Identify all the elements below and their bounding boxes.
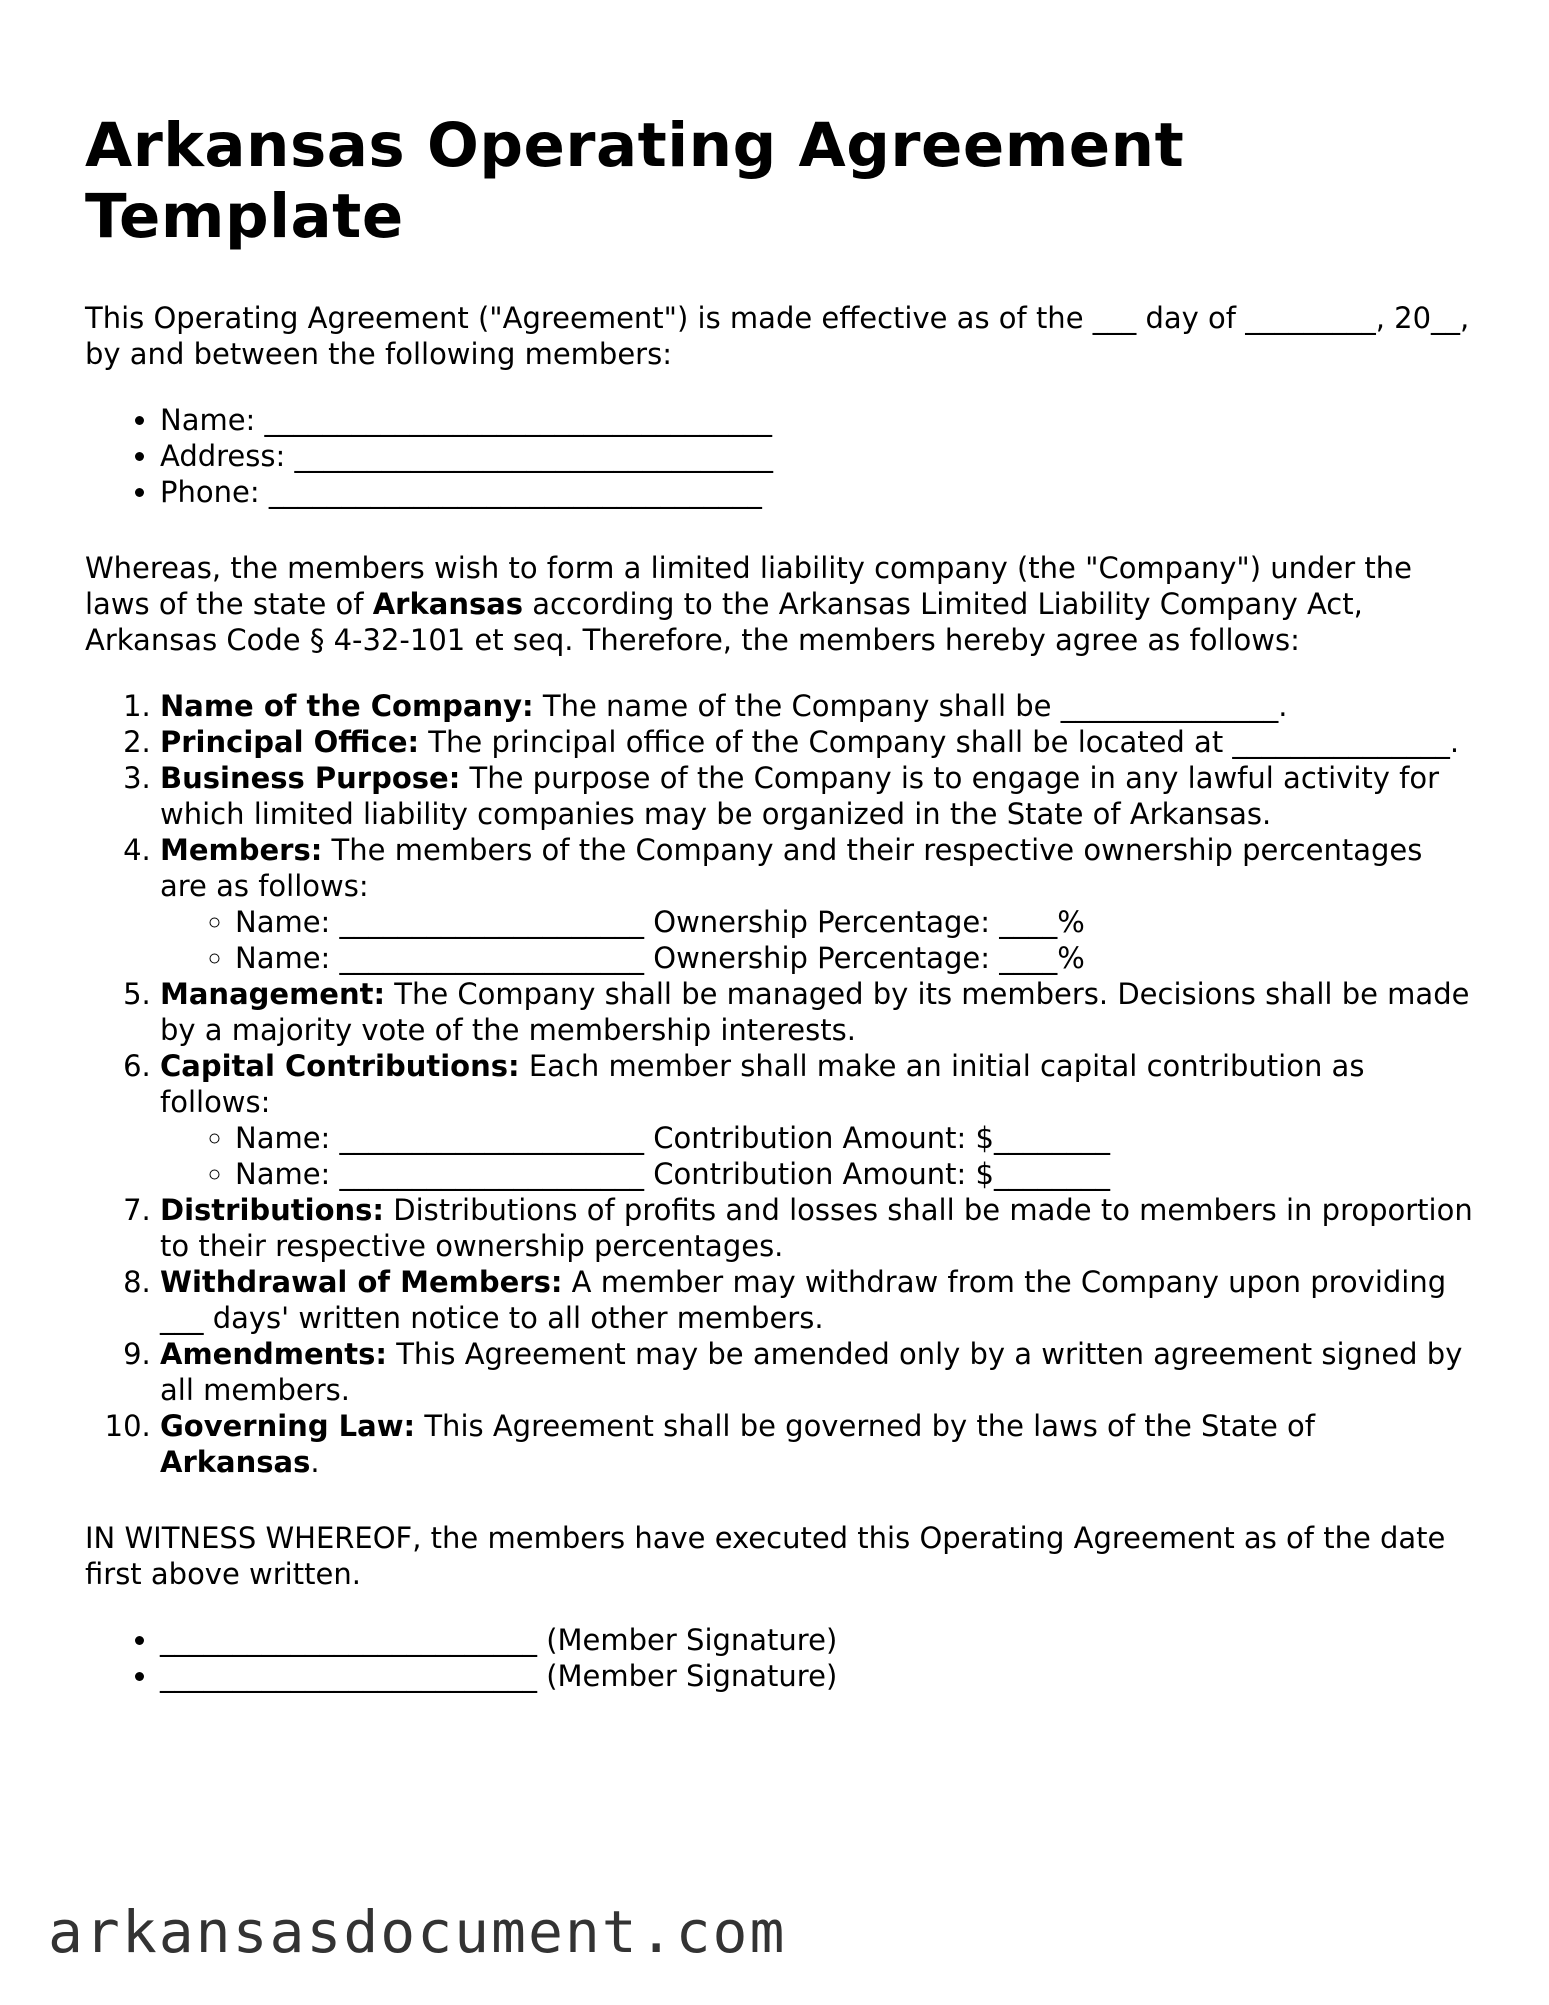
term-item: 5. Management: The Company shall be managed by its members. Decisions shall be made by a majority vote of the membership interests. xyxy=(160,976,1475,1048)
state-name: Arkansas xyxy=(372,587,524,621)
intro-paragraph: This Operating Agreement ("Agreement") is made effective as of the ___ day of _________, 20__, by and between the following members: xyxy=(85,301,1470,371)
witness-paragraph: IN WITNESS WHEREOF, the members have executed this Operating Agreement as of the date first above written. xyxy=(85,1521,1446,1591)
member-name-field: • Name: ___________________________________ xyxy=(160,402,1475,438)
signature-line: • __________________________ (Member Signature) xyxy=(160,1622,1475,1658)
watermark: arkansasdocument.com xyxy=(48,1898,787,1966)
ownership-line: ◦ Name: _____________________ Ownership Percentage: ____% xyxy=(235,940,1475,976)
contribution-line: ◦ Name: _____________________ Contribution Amount: $________ xyxy=(235,1120,1475,1156)
document-page xyxy=(85,110,1475,1694)
signature-line: • __________________________ (Member Signature) xyxy=(160,1658,1475,1694)
document-title: Arkansas Operating Agreement Template xyxy=(85,110,1185,252)
member-address-field: • Address: _________________________________ xyxy=(160,438,1475,474)
term-item: 4. Members: The members of the Company and their respective ownership percentages are as follows: ◦ Name: _____________________ Ownership Percentage: ____% ◦ Name: _____________________ Ownership Percentage: ____% xyxy=(160,832,1475,976)
term-item: 8. Withdrawal of Members: A member may withdraw from the Company upon providing ___ days' written notice to all other members. xyxy=(160,1264,1475,1336)
term-item: 6. Capital Contributions: Each member shall make an initial capital contribution as follows: ◦ Name: _____________________ Contribution Amount: $________ ◦ Name: _____________________ Contribution Amount: $________ xyxy=(160,1048,1475,1192)
contribution-line: ◦ Name: _____________________ Contribution Amount: $________ xyxy=(235,1156,1475,1192)
terms-list xyxy=(85,688,1475,1480)
contribution-list xyxy=(160,1120,1475,1192)
term-item: 1. Name of the Company: The name of the Company shall be _______________. xyxy=(160,688,1475,724)
term-item: 10. Governing Law: This Agreement shall be governed by the laws of the State of Arkansas. xyxy=(160,1408,1475,1480)
ownership-line: ◦ Name: _____________________ Ownership Percentage: ____% xyxy=(235,904,1475,940)
member-fields-list xyxy=(85,402,1475,510)
member-phone-field: • Phone: __________________________________ xyxy=(160,474,1475,510)
ownership-list xyxy=(160,904,1475,976)
whereas-paragraph: Whereas, the members wish to form a limited liability company (the "Company") under the laws of the state of Arkansas according to the Arkansas Limited Liability Company Act, Arkansas Code § 4-32-101 et seq. Therefore, the members hereby agree as follows: xyxy=(85,551,1413,657)
term-item: 3. Business Purpose: The purpose of the Company is to engage in any lawful activity for which limited liability companies may be organized in the State of Arkansas. xyxy=(160,760,1475,832)
term-item: 2. Principal Office: The principal office of the Company shall be located at _______________. xyxy=(160,724,1475,760)
signature-list xyxy=(85,1622,1475,1694)
term-item: 9. Amendments: This Agreement may be amended only by a written agreement signed by all members. xyxy=(160,1336,1475,1408)
term-item: 7. Distributions: Distributions of profits and losses shall be made to members in proportion to their respective ownership percentages. xyxy=(160,1192,1475,1264)
